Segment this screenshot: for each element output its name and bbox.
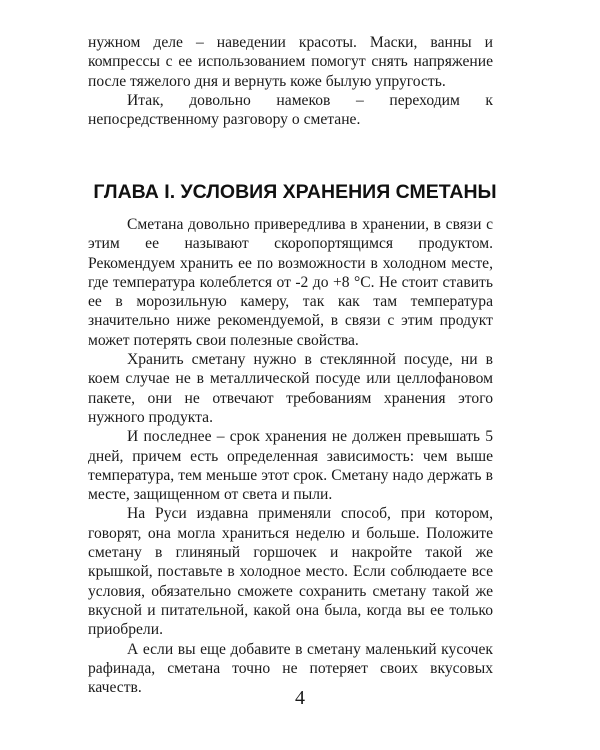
body-paragraph: И последнее – срок хранения не должен превышать 5 дней, причем есть определенная зависимость: чем выше температура, тем меньше этот срок. Сметану надо держать в месте, защищенном от света и пыли. — [88, 428, 493, 504]
intro-paragraph: Итак, довольно намеков – переходим к непосредственному разговору о сметане. — [88, 91, 493, 129]
intro-paragraph-continued: нужном деле – наведении красоты. Маски, ванны и компрессы с ее использованием помогут снять напряжение после тяжелого дня и вернуть коже былую упругость. — [88, 34, 493, 90]
page-number: 4 — [295, 687, 305, 709]
body-paragraph: Сметана довольно привередлива в хранении, в связи с этим ее называют скоропортящимся продуктом. Рекомендуем хранить ее по возможности в холодном месте, где температура колеблется от -2 до +8 °С. Не стоит ставить ее в морозильную камеру, так как там температура значительно ниже рекомендуемой, в связи с этим продукт может потерять свои полезные свойства. — [88, 216, 493, 349]
body-paragraph: На Руси издавна применяли способ, при котором, говорят, она могла храниться неделю и больше. Положите сметану в глиняный горшочек и накройте такой же крышкой, поставьте в холодное место. Если соблюдаете все условия, обязательно сможете сохранить сметану такой же вкусной и питательной, какой она была, когда вы ее только приобрели. — [88, 505, 493, 639]
body-paragraph: А если вы еще добавите в сметану маленький кусочек рафинада, сметана точно не потеряет своих вкусовых качеств. — [88, 640, 493, 697]
intro-text — [88, 33, 493, 129]
chapter-body — [88, 215, 493, 697]
body-paragraph: Хранить сметану нужно в стеклянной посуде, ни в коем случае не в металлической посуде или целлофановом пакете, они не отвечают требованиям хранения этого нужного продукта. — [88, 351, 493, 426]
chapter-title: ГЛАВА I. УСЛОВИЯ ХРАНЕНИЯ СМЕТАНЫ — [93, 181, 497, 203]
